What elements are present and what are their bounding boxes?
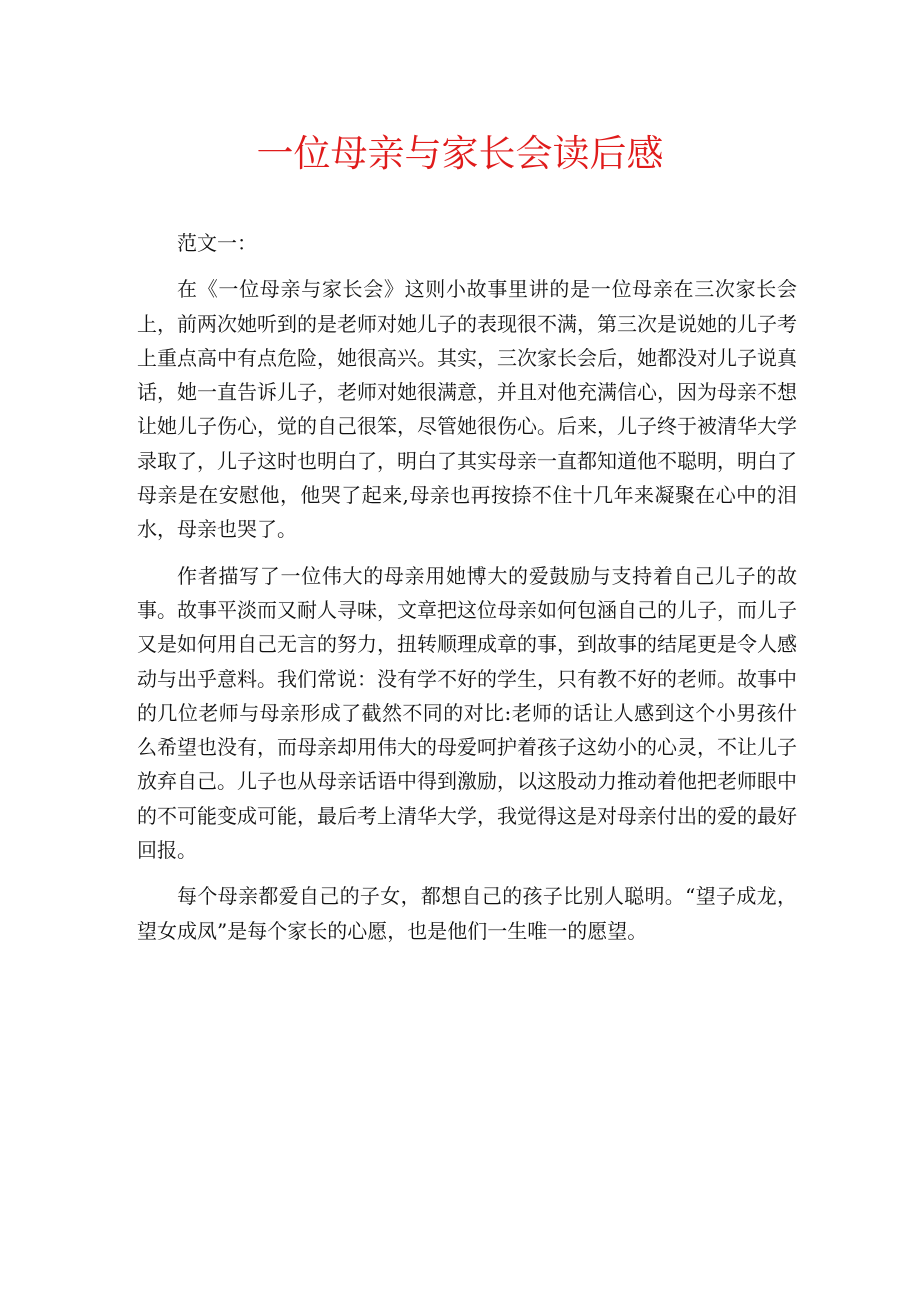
document-body — [137, 226, 797, 960]
paragraph-2: 作者描写了一位伟大的母亲用她博大的爱鼓励与支持着自己儿子的故事。故事平淡而又耐人寻味，文章把这位母亲如何包涵自己的儿子，而儿子又是如何用自己无言的努力，扭转顺理成章的事，到故事的结尾更是令人感动与出乎意料。我们常说：没有学不好的学生，只有教不好的老师。故事中的几位老师与母亲形成了截然不同的对比:老师的话让人感到这个小男孩什么希望也没有，而母亲却用伟大的母爱呵护着孩子这幼小的心灵，不让儿子放弃自己。儿子也从母亲话语中得到激励，以这股动力推动着他把老师眼中的不可能变成可能，最后考上清华大学，我觉得这是对母亲付出的爱的最好回报。 — [137, 563, 797, 863]
section-label: 范文一： — [177, 231, 257, 255]
paragraph-1: 在《一位母亲与家长会》这则小故事里讲的是一位母亲在三次家长会上，前两次她听到的是老师对她儿子的表现很不满，第三次是说她的儿子考上重点高中有点危险，她很高兴。其实，三次家长会后，她都没对儿子说真话，她一直告诉儿子，老师对她很满意，并且对他充满信心，因为母亲不想让她儿子伤心，觉的自己很笨，尽管她很伤心。后来，儿子终于被清华大学录取了，儿子这时也明白了，明白了其实母亲一直都知道他不聪明，明白了母亲是在安慰他，他哭了起来,母亲也再按捺不住十几年来凝聚在心中的泪水，母亲也哭了。 — [137, 277, 797, 542]
document-title: 一位母亲与家长会读后感 — [256, 132, 664, 175]
paragraph-3: 每个母亲都爱自己的子女，都想自己的孩子比别人聪明。“望子成龙，望女成凤”是每个家长的心愿，也是他们一生唯一的愿望。 — [137, 884, 797, 943]
